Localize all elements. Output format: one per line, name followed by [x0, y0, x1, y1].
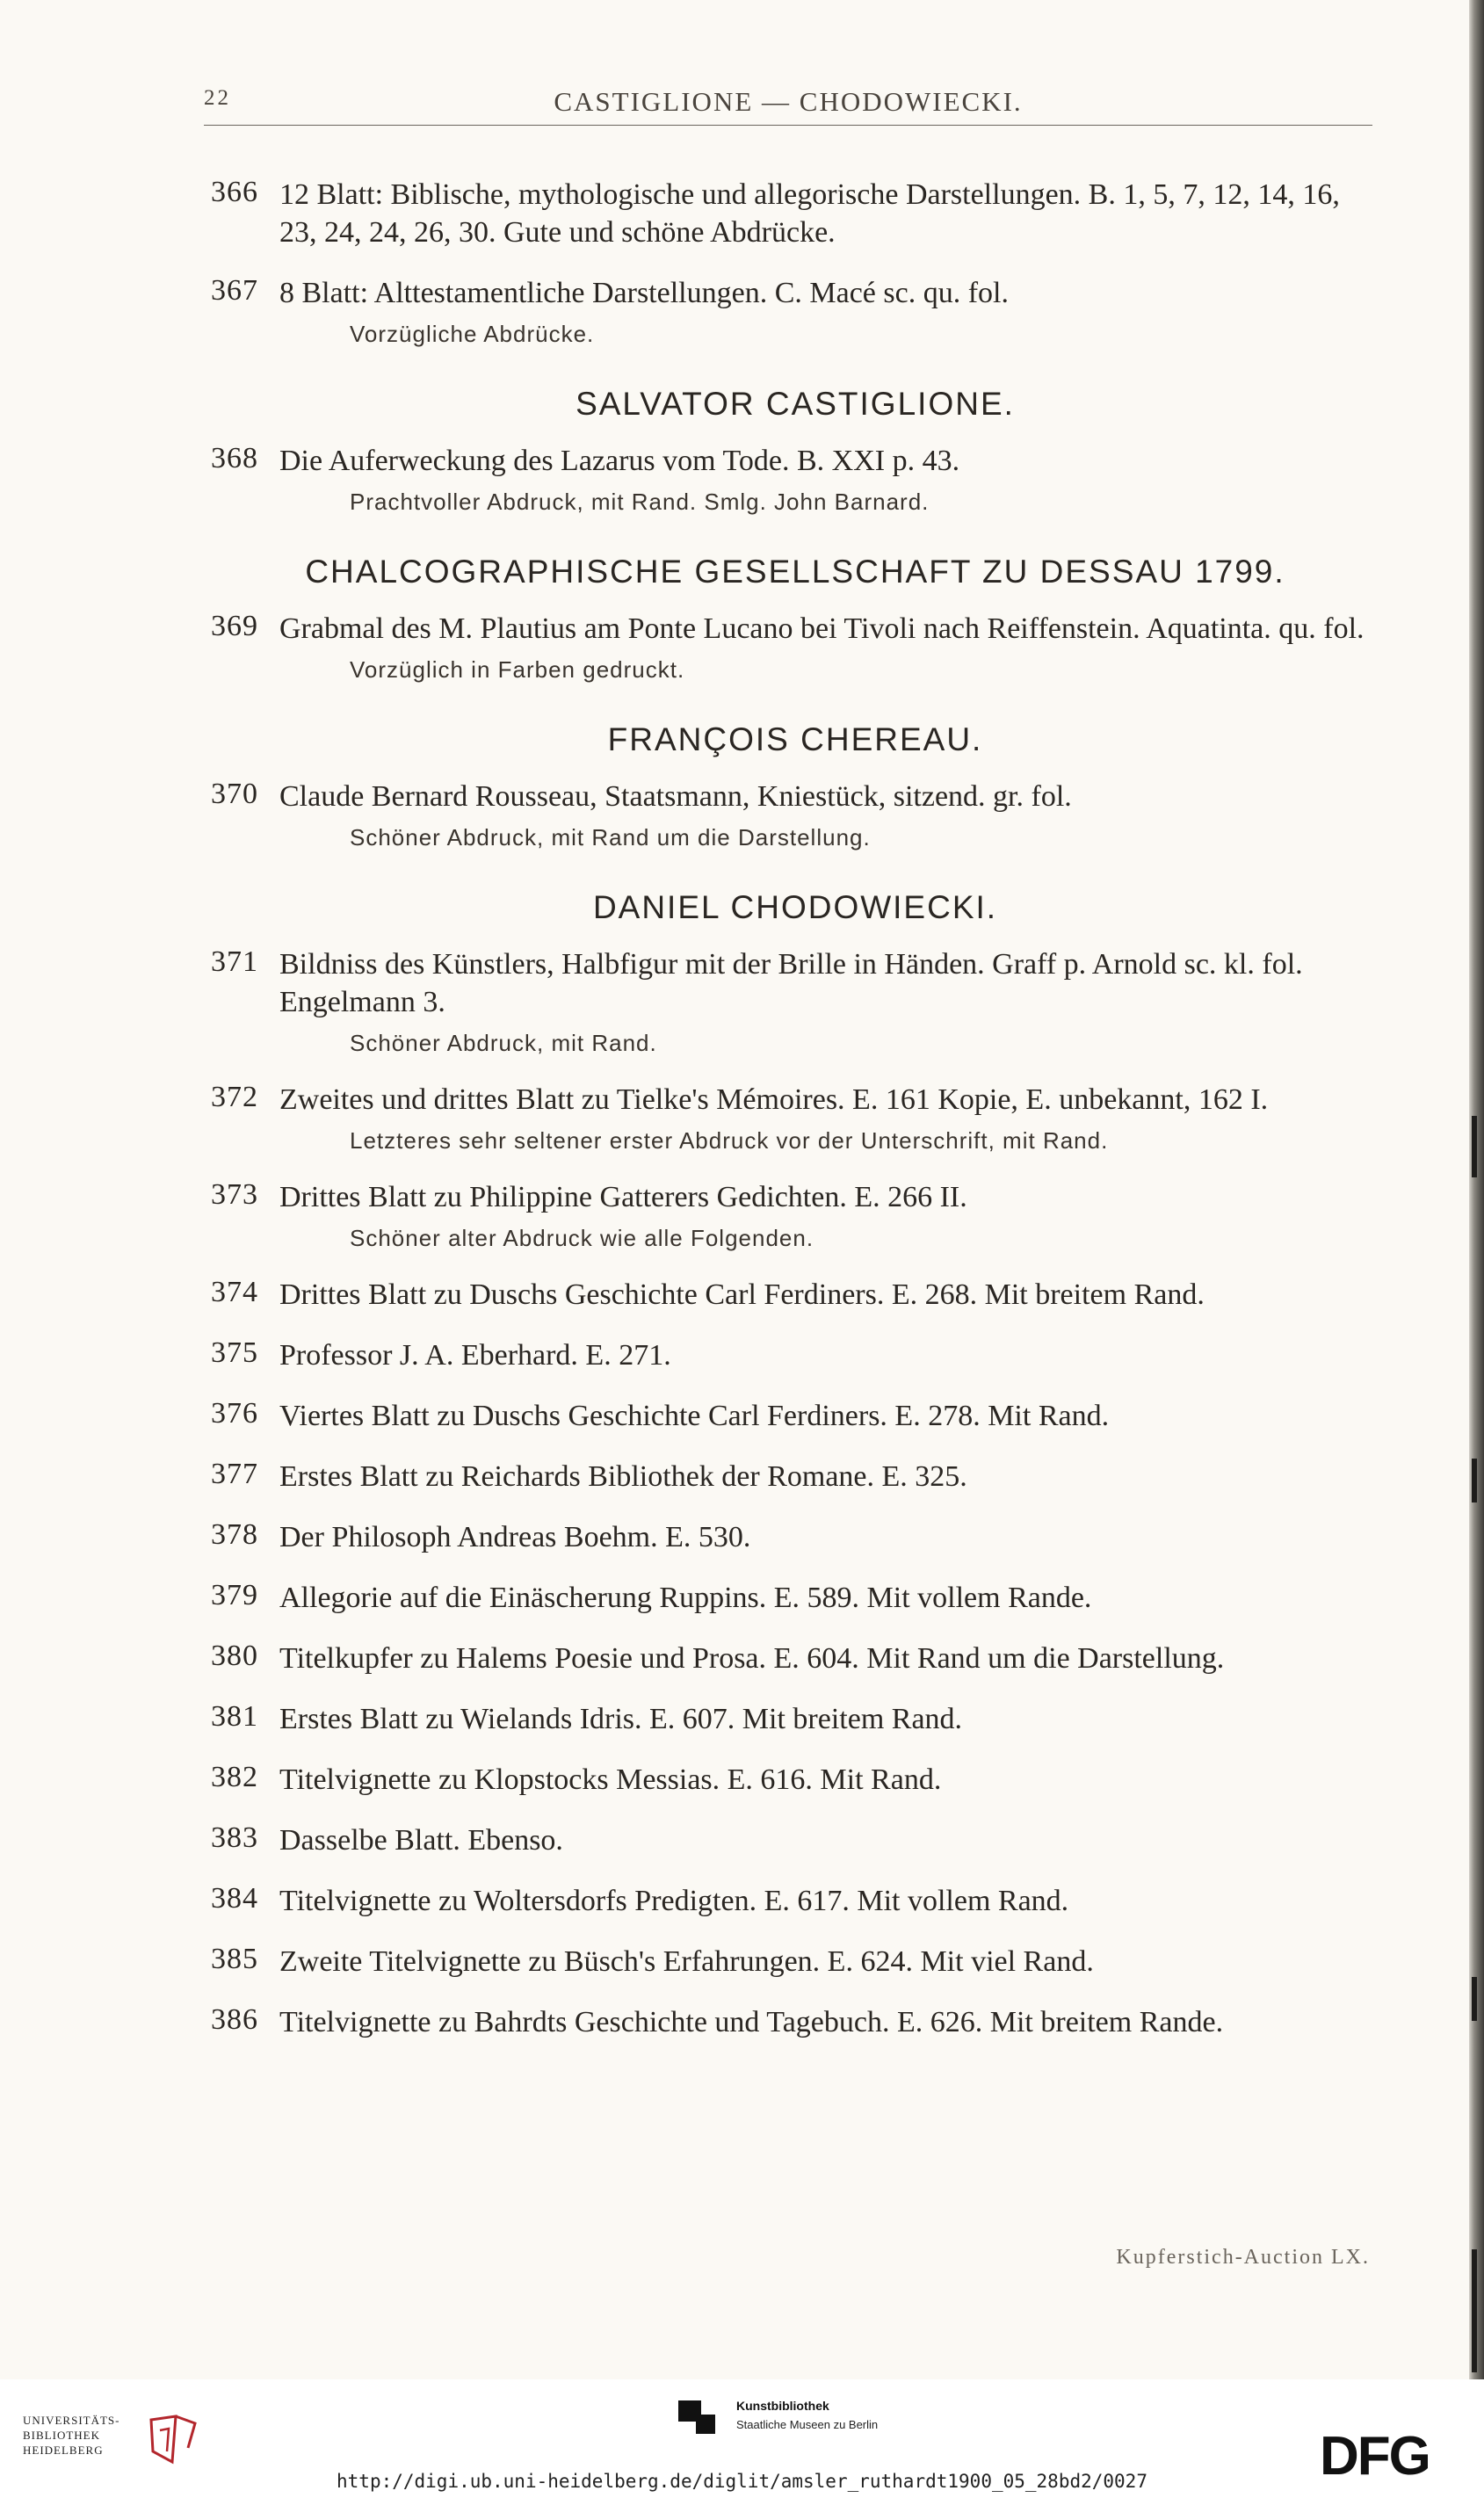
- catalog-entry: [211, 1640, 1379, 1677]
- entry-number: 370: [211, 778, 258, 810]
- entry-description: Grabmal des M. Plautius am Ponte Lucano bei Tivoli nach Reiffenstein. Aquatinta. qu. fol.: [279, 612, 1365, 645]
- section-heading-castiglione: SALVATOR CASTIGLIONE.: [576, 386, 1015, 422]
- entry-number: 366: [211, 176, 258, 208]
- entry-number: 378: [211, 1518, 258, 1551]
- catalog-entry: [211, 2003, 1379, 2041]
- ub-emblem-icon: [146, 2413, 202, 2465]
- kunstbibliothek-title: Kunstbibliothek: [736, 2399, 829, 2413]
- entry-description: Titelvignette zu Woltersdorfs Predigten. E. 617. Mit vollem Rand.: [279, 1885, 1069, 1917]
- entry-number: 373: [211, 1178, 258, 1211]
- entry-description: Zweites und drittes Blatt zu Tielke's Mémoires. E. 161 Kopie, E. unbekannt, 162 I.: [279, 1083, 1269, 1116]
- entry-description: Erstes Blatt zu Reichards Bibliothek der Romane. E. 325.: [279, 1460, 967, 1493]
- entry-description: Zweite Titelvignette zu Büsch's Erfahrungen. E. 624. Mit viel Rand.: [279, 1945, 1094, 1978]
- entry-list: [211, 176, 1379, 349]
- ub-line: UNIVERSITÄTS-: [23, 2414, 120, 2427]
- section-heading-chereau: FRANÇOIS CHEREAU.: [607, 721, 983, 757]
- entry-description: 8 Blatt: Alttestamentliche Darstellungen. C. Macé sc. qu. fol.: [279, 277, 1009, 309]
- section-heading-chodowiecki: DANIEL CHODOWIECKI.: [592, 889, 998, 925]
- entry-note: Schöner Abdruck, mit Rand.: [350, 1030, 657, 1056]
- entry-number: 372: [211, 1081, 258, 1113]
- entry-description: Drittes Blatt zu Philippine Gatterers Gedichten. E. 266 II.: [279, 1181, 967, 1213]
- entry-note: Vorzüglich in Farben gedruckt.: [350, 656, 685, 683]
- entry-number: 374: [211, 1276, 258, 1308]
- entry-description: Bildniss des Künstlers, Halbfigur mit der Brille in Händen. Graff p. Arnold sc. kl. fol. Engelmann 3.: [279, 948, 1303, 1018]
- entry-number: 385: [211, 1943, 258, 1975]
- entry-number: 381: [211, 1700, 258, 1733]
- edge-mark: [1472, 1977, 1477, 2021]
- page-edge-shadow: [1469, 0, 1484, 2379]
- entry-note: Schöner alter Abdruck wie alle Folgenden.: [350, 1225, 814, 1251]
- kunstbibliothek-logo[interactable]: [677, 2399, 879, 2442]
- catalog-entry: [211, 1397, 1379, 1435]
- entry-number: 383: [211, 1821, 258, 1854]
- entry-number: 379: [211, 1579, 258, 1611]
- catalog-entry: [211, 1943, 1379, 1980]
- catalog-entry: [211, 945, 1379, 1058]
- catalog-entry: [211, 1821, 1379, 1859]
- catalog-entry: [211, 1336, 1379, 1374]
- entry-description: 12 Blatt: Biblische, mythologische und allegorische Darstellungen. B. 1, 5, 7, 12, 14, 16, 23, 24, 24, 26, 30. Gute und schöne Abdrücke.: [279, 178, 1340, 249]
- entry-list: [211, 945, 1379, 2041]
- kunstbibliothek-subtitle: Staatliche Museen zu Berlin: [736, 2418, 879, 2431]
- entry-description: Titelvignette zu Klopstocks Messias. E. 616. Mit Rand.: [279, 1763, 942, 1796]
- entry-description: Claude Bernard Rousseau, Staatsmann, Kniestück, sitzend. gr. fol.: [279, 780, 1072, 813]
- source-url-link[interactable]: http://digi.ub.uni-heidelberg.de/diglit/amsler_ruthardt1900_05_28bd2/0027: [337, 2471, 1147, 2492]
- running-head: CASTIGLIONE — CHODOWIECKI.: [554, 86, 1023, 117]
- catalog-entry: [211, 1458, 1379, 1495]
- entry-note: Vorzügliche Abdrücke.: [350, 321, 595, 347]
- entry-number: 386: [211, 2003, 258, 2036]
- entry-description: Drittes Blatt zu Duschs Geschichte Carl Ferdiners. E. 268. Mit breitem Rand.: [279, 1278, 1205, 1311]
- entry-number: 369: [211, 610, 258, 642]
- footer-bar: [0, 2379, 1484, 2498]
- entry-number: 384: [211, 1882, 258, 1915]
- catalog-entry: [211, 1178, 1379, 1253]
- catalog-entry: [211, 1518, 1379, 1556]
- ub-heidelberg-logo[interactable]: [23, 2413, 216, 2474]
- entry-number: 371: [211, 945, 258, 978]
- entry-list: [211, 442, 1379, 517]
- entry-note: Schöner Abdruck, mit Rand um die Darstellung.: [350, 824, 871, 851]
- entry-number: 382: [211, 1761, 258, 1793]
- edge-mark: [1472, 1459, 1477, 1502]
- signature-mark: Kupferstich-Auction LX.: [1116, 2246, 1370, 2269]
- entry-number: 377: [211, 1458, 258, 1490]
- catalog-entry: [211, 1761, 1379, 1799]
- entry-description: Titelvignette zu Bahrdts Geschichte und Tagebuch. E. 626. Mit breitem Rande.: [279, 2006, 1224, 2038]
- entry-list: [211, 778, 1379, 852]
- ub-line: BIBLIOTHEK: [23, 2429, 100, 2442]
- catalog-entry: [211, 274, 1379, 349]
- entry-note: Prachtvoller Abdruck, mit Rand. Smlg. John Barnard.: [350, 489, 930, 515]
- entry-number: 380: [211, 1640, 258, 1672]
- kunstbibliothek-emblem-icon: [677, 2399, 726, 2437]
- catalog-entry: [211, 1579, 1379, 1617]
- edge-mark: [1472, 1116, 1477, 1177]
- catalog-entry: [211, 778, 1379, 852]
- entry-description: Professor J. A. Eberhard. E. 271.: [279, 1339, 671, 1372]
- entry-description: Die Auferweckung des Lazarus vom Tode. B. XXI p. 43.: [279, 445, 960, 477]
- entry-number: 367: [211, 274, 258, 307]
- section-heading-chalcographische: CHALCOGRAPHISCHE GESELLSCHAFT ZU DESSAU 1799.: [305, 554, 1285, 590]
- ub-line: HEIDELBERG: [23, 2444, 104, 2457]
- entry-list: [211, 610, 1379, 684]
- catalog-entry: [211, 1882, 1379, 1920]
- entry-number: 368: [211, 442, 258, 474]
- entry-number: 375: [211, 1336, 258, 1369]
- catalog-content: [211, 176, 1379, 2064]
- catalog-entry: [211, 1081, 1379, 1155]
- entry-description: Titelkupfer zu Halems Poesie und Prosa. E. 604. Mit Rand um die Darstellung.: [279, 1642, 1225, 1675]
- entry-number: 376: [211, 1397, 258, 1430]
- entry-description: Dasselbe Blatt. Ebenso.: [279, 1824, 563, 1857]
- catalog-entry: [211, 610, 1379, 684]
- dfg-logo[interactable]: DFG: [1320, 2426, 1430, 2487]
- page-header: [204, 86, 1372, 126]
- catalog-entry: [211, 1276, 1379, 1314]
- edge-mark: [1472, 2249, 1477, 2372]
- entry-description: Allegorie auf die Einäscherung Ruppins. E. 589. Mit vollem Rande.: [279, 1582, 1092, 1614]
- catalog-entry: [211, 1700, 1379, 1738]
- page-number: 22: [204, 86, 231, 110]
- entry-description: Der Philosoph Andreas Boehm. E. 530.: [279, 1521, 751, 1553]
- catalog-entry: [211, 442, 1379, 517]
- entry-description: Viertes Blatt zu Duschs Geschichte Carl Ferdiners. E. 278. Mit Rand.: [279, 1400, 1110, 1432]
- catalog-entry: [211, 176, 1379, 251]
- entry-description: Erstes Blatt zu Wielands Idris. E. 607. Mit breitem Rand.: [279, 1703, 963, 1735]
- entry-note: Letzteres sehr seltener erster Abdruck vor der Unterschrift, mit Rand.: [350, 1127, 1109, 1154]
